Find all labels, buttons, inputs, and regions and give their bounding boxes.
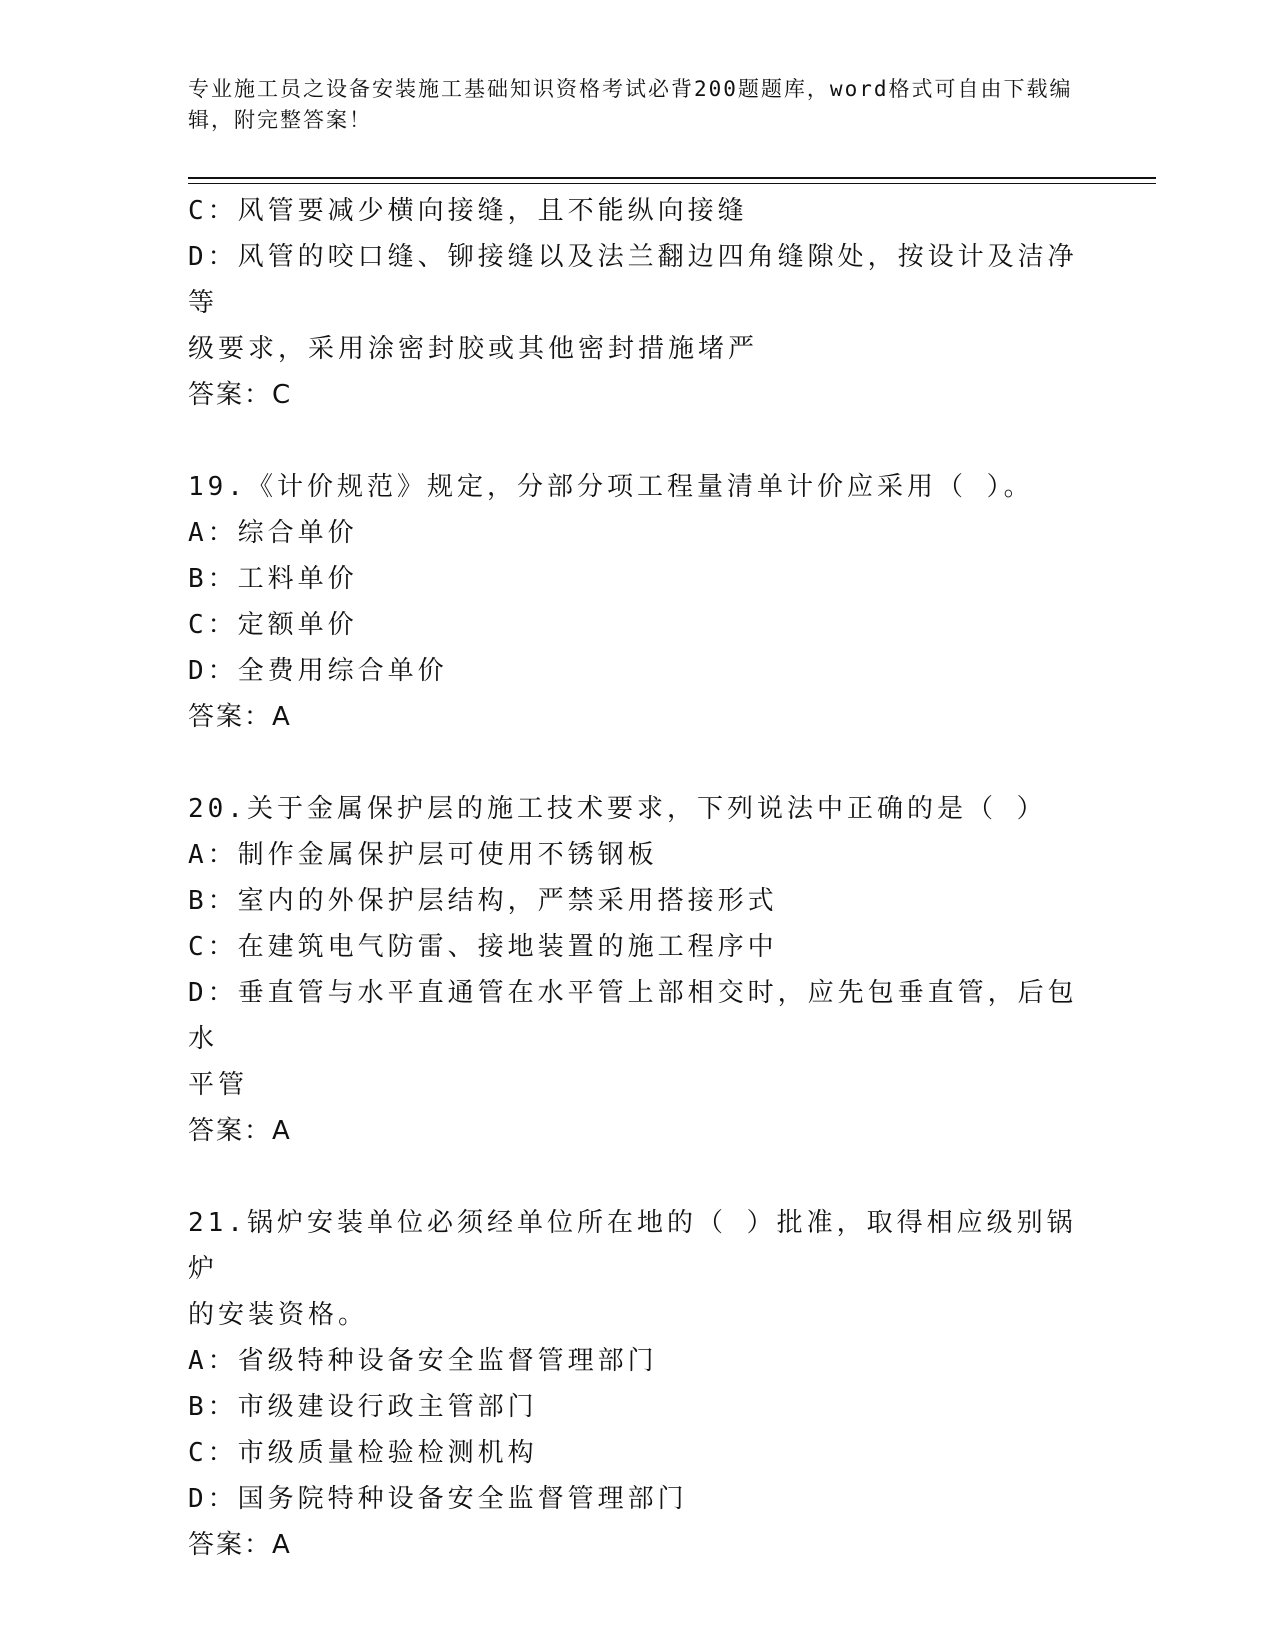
option-a: A：综合单价 [188, 518, 358, 548]
header-divider-thick [188, 177, 1156, 179]
answer: 答案：A [188, 1116, 292, 1146]
option-d: D：风管的咬口缝、铆接缝以及法兰翻边四角缝隙处，按设计及洁净等 [188, 242, 1078, 318]
question-stem: 20.关于金属保护层的施工技术要求，下列说法中正确的是（ ） [188, 794, 1047, 824]
question-19 [188, 464, 1088, 740]
question-stem-continued: 的安装资格。 [188, 1300, 369, 1330]
option-a: A：制作金属保护层可使用不锈钢板 [188, 840, 658, 870]
option-b: B：工料单价 [188, 564, 358, 594]
question-list [188, 188, 1088, 1568]
option-b: B：市级建设行政主管部门 [188, 1392, 538, 1422]
header-divider-thin [188, 183, 1156, 184]
answer: 答案：A [188, 702, 292, 732]
option-d-continued: 级要求，采用涂密封胶或其他密封措施堵严 [188, 334, 759, 364]
option-c: C：定额单价 [188, 610, 358, 640]
option-d-continued: 平管 [188, 1070, 249, 1100]
question-20 [188, 786, 1088, 1154]
option-c: C：市级质量检验检测机构 [188, 1438, 538, 1468]
spacer [188, 418, 1088, 464]
answer: 答案：A [188, 1530, 292, 1560]
answer: 答案：C [188, 380, 293, 410]
option-c: C：风管要减少横向接缝，且不能纵向接缝 [188, 196, 748, 226]
option-b: B：室内的外保护层结构，严禁采用搭接形式 [188, 886, 778, 916]
document-header: 专业施工员之设备安装施工基础知识资格考试必背200题题库，word格式可自由下载编辑，附完整答案！ [188, 77, 1073, 132]
question-18-tail [188, 188, 1088, 418]
question-stem: 19.《计价规范》规定，分部分项工程量清单计价应采用（ ）。 [188, 472, 1034, 502]
question-stem: 21.锅炉安装单位必须经单位所在地的（ ）批准，取得相应级别锅炉 [188, 1208, 1077, 1284]
question-21 [188, 1200, 1088, 1568]
spacer [188, 1154, 1088, 1200]
spacer [188, 740, 1088, 786]
option-d: D：垂直管与水平直通管在水平管上部相交时，应先包垂直管，后包水 [188, 978, 1078, 1054]
option-d: D：全费用综合单价 [188, 656, 448, 686]
option-a: A：省级特种设备安全监督管理部门 [188, 1346, 658, 1376]
option-d: D：国务院特种设备安全监督管理部门 [188, 1484, 688, 1514]
option-c: C：在建筑电气防雷、接地装置的施工程序中 [188, 932, 778, 962]
